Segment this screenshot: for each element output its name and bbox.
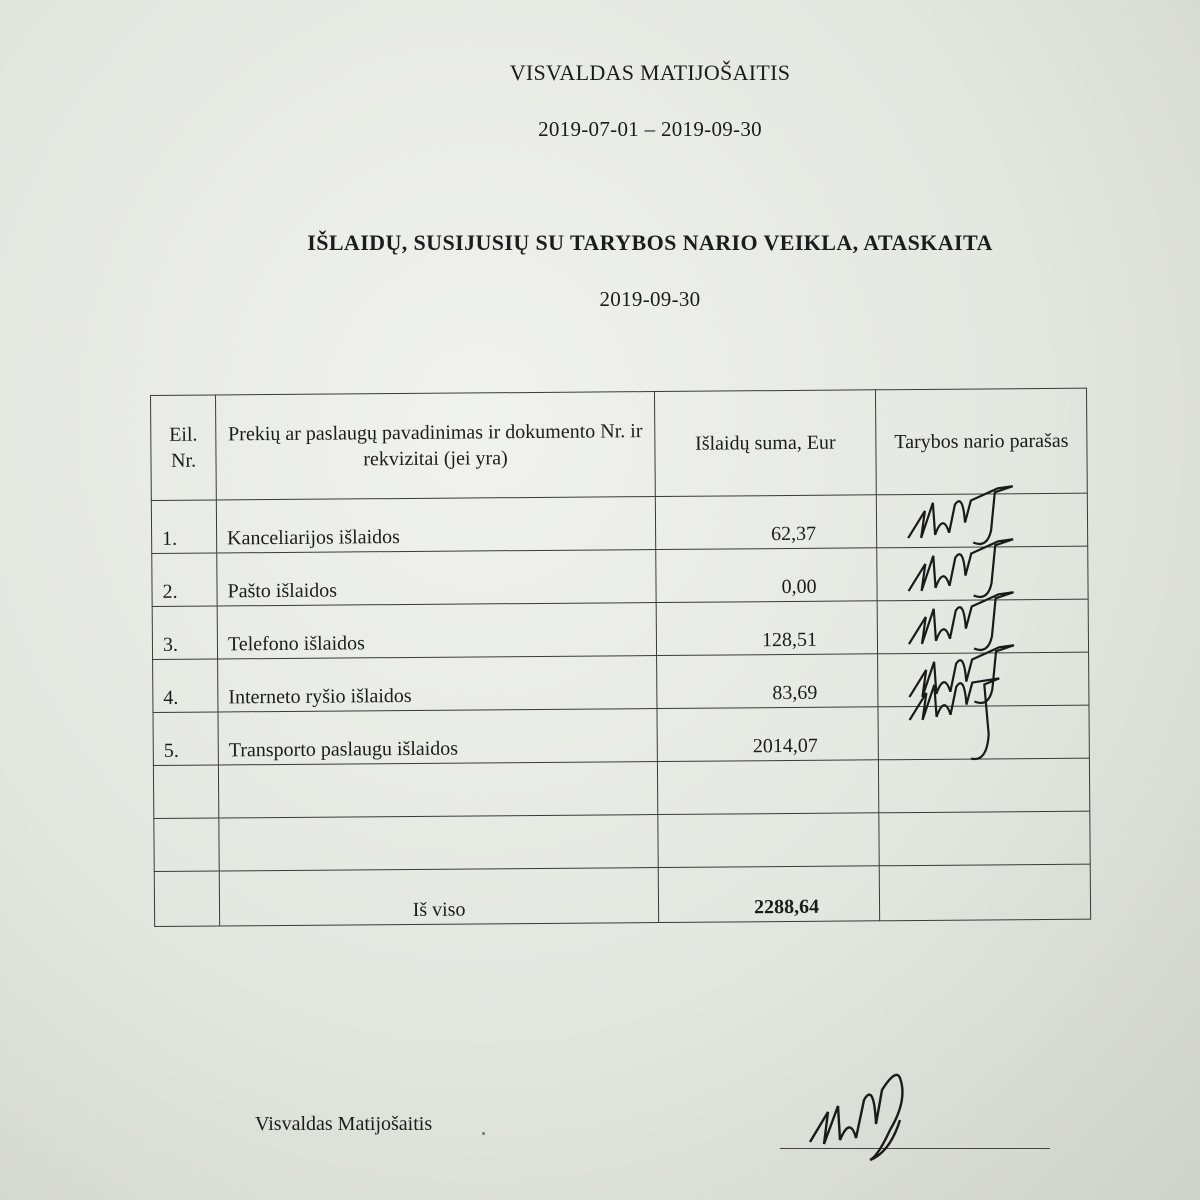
row-number: 5. [153, 712, 218, 766]
row-name: Interneto ryšio išlaidos [218, 656, 657, 712]
row-name: Telefono išlaidos [217, 603, 656, 659]
report-period: 2019-07-01 – 2019-09-30 [538, 117, 762, 141]
row-sum: 0,00 [656, 548, 877, 603]
row-sum: 2014,07 [657, 707, 878, 762]
table-row [153, 705, 1089, 765]
header-name: Prekių ar paslaugų pavadinimas ir dokumento Nr. ir rekvizitai (jei yra) [216, 392, 656, 500]
table-row-empty [153, 758, 1089, 818]
total-row [154, 864, 1090, 926]
total-label: Iš viso [219, 868, 658, 926]
total-sum: 2288,64 [658, 866, 879, 923]
table-row-empty [154, 811, 1090, 871]
header-sum: Išlaidų suma, Eur [654, 390, 876, 497]
report-title: IŠLAIDŲ, SUSIJUSIŲ SU TARYBOS NARIO VEIKLA, ATASKAITA [307, 230, 993, 255]
row-name: Pašto išlaidos [217, 550, 656, 606]
speck [482, 1132, 485, 1135]
header-no: Eil. Nr. [151, 395, 217, 501]
row-sum: 83,69 [657, 654, 878, 709]
row-name: Transporto paslaugu išlaidos [218, 709, 657, 765]
handwritten-signature [904, 674, 1035, 765]
row-number: 4. [153, 659, 218, 713]
member-name-heading: VISVALDAS MATIJOŠAITIS [509, 60, 791, 85]
row-number: 2. [152, 553, 217, 607]
header-signature: Tarybos nario parašas [875, 388, 1087, 495]
report-date: 2019-09-30 [599, 287, 701, 311]
row-name: Kanceliarijos išlaidos [216, 497, 655, 553]
handwritten-signature [800, 1060, 930, 1170]
row-sum: 62,37 [655, 495, 876, 550]
row-number: 3. [152, 606, 217, 660]
row-signature-cell [878, 705, 1089, 760]
row-sum: 128,51 [656, 601, 877, 656]
signer-name: Visvaldas Matijošaitis [255, 1113, 433, 1135]
expense-table [150, 388, 1091, 927]
row-number: 1. [151, 500, 216, 554]
